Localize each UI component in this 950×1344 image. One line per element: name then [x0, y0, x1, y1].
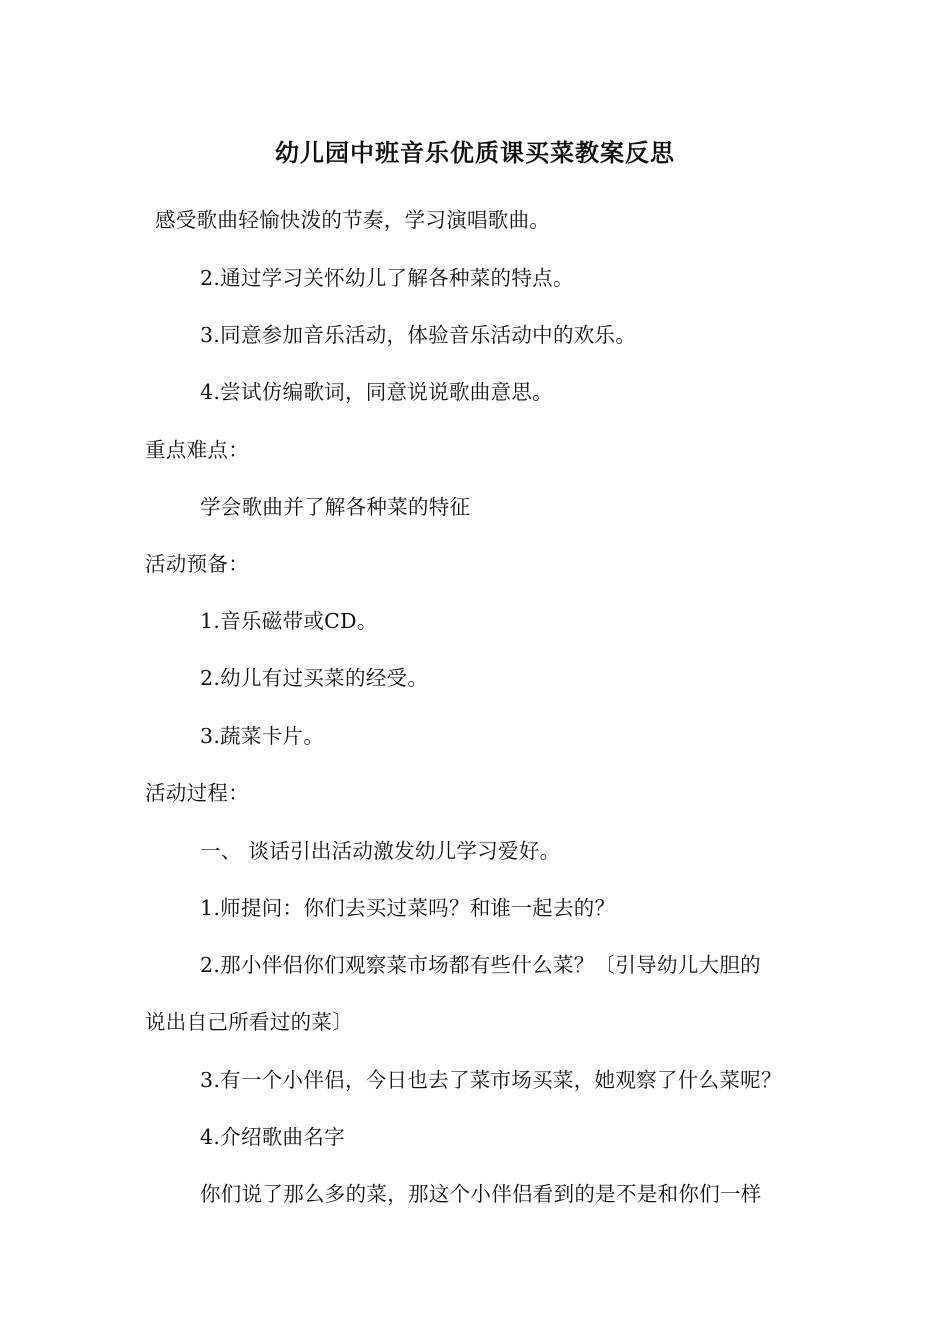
preparation-item-1: 1.音乐磁带或CD。 [200, 609, 378, 633]
objective-line-4: 4.尝试仿编歌词，同意说说歌曲意思。 [200, 380, 553, 404]
objective-line-3: 3.同意参加音乐活动，体验音乐活动中的欢乐。 [200, 323, 637, 347]
section-heading-process: 活动过程： [145, 781, 249, 805]
process-item-1: 1.师提问：你们去买过菜吗？和谁一起去的？ [200, 896, 616, 920]
process-item-3: 3.有一个小伴侣，今日也去了菜市场买菜，她观察了什么菜呢？ [200, 1068, 782, 1092]
process-item-4-text: 你们说了那么多的菜，那这个小伴侣看到的是不是和你们一样 [200, 1182, 762, 1206]
process-item-4: 4.介绍歌曲名字 [200, 1125, 345, 1149]
section-heading-preparation: 活动预备： [145, 552, 249, 576]
document-title: 幼儿园中班音乐优质课买菜教案反思 [275, 138, 675, 167]
objective-line-1: 感受歌曲轻愉快泼的节奏，学习演唱歌曲。 [155, 208, 551, 232]
preparation-item-3: 3.蔬菜卡片。 [200, 724, 325, 748]
key-points-text: 学会歌曲并了解各种菜的特征 [200, 495, 471, 519]
section-heading-key-points: 重点难点： [145, 438, 249, 462]
process-item-2: 2.那小伴侣你们观察菜市场都有些什么菜？〔引导幼儿大胆的 [200, 953, 761, 977]
objective-line-2: 2.通过学习关怀幼儿了解各种菜的特点。 [200, 266, 574, 290]
preparation-item-2: 2.幼儿有过买菜的经受。 [200, 666, 429, 690]
process-step-heading: 一、 谈话引出活动激发幼儿学习爱好。 [200, 839, 561, 863]
process-item-2-continued: 说出自己所看过的菜〕 [145, 1010, 353, 1034]
